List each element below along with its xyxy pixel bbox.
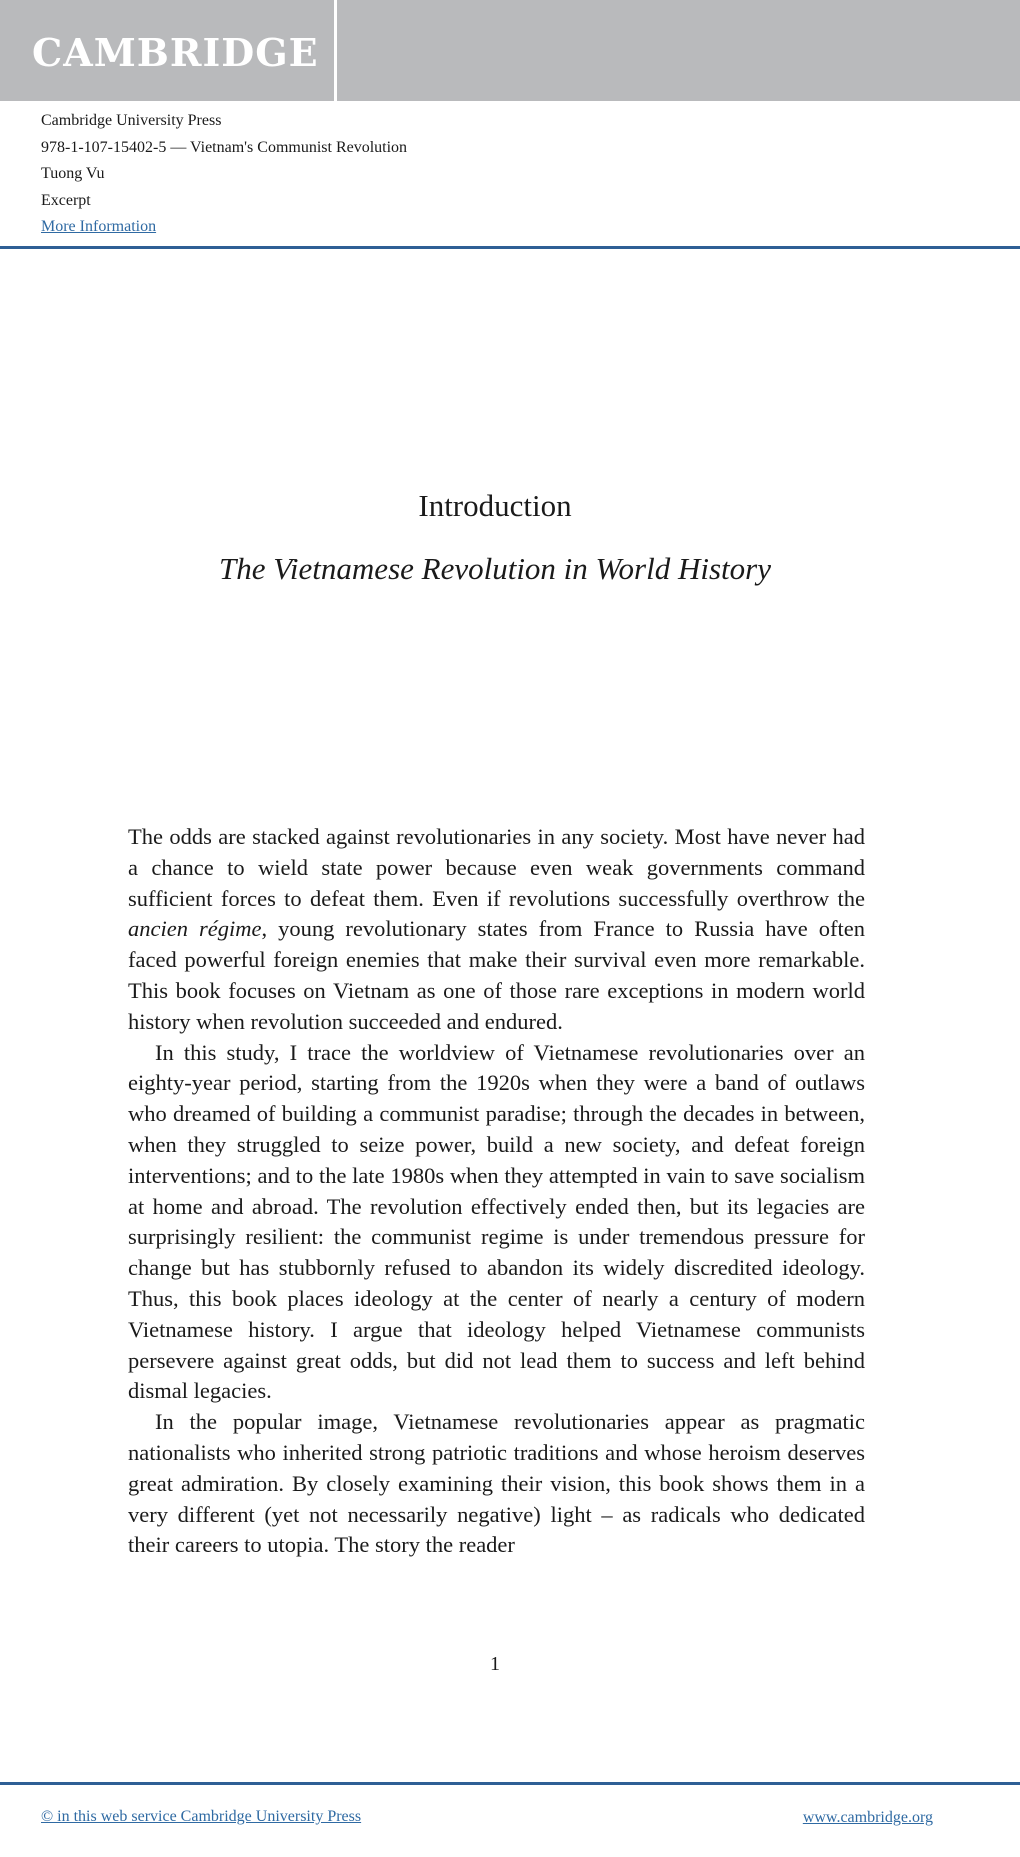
paragraph-3: In the popular image, Vietnamese revolutionaries appear as pragmatic nationalists who inherited strong patriotic traditions and whose heroism deserves great admiration. By closely examining their vision, this book shows them in a very different (yet not necessarily negative) light – as radicals who dedicated their careers to utopia. The story the reader: [128, 1409, 865, 1558]
paragraph-2: In this study, I trace the worldview of Vietnamese revolutionaries over an eighty-year period, starting from the 1920s when they were a band of outlaws who dreamed of building a communist paradise; through the decades in between, when they struggled to seize power, build a new society, and defeat foreign interventions; and to the late 1980s when they attempted in vain to save socialism at home and abroad. The revolution effectively ended then, but its legacies are surprisingly resilient: the communist regime is under tremendous pressure for change but has stubbornly refused to abandon its widely discredited ideology. Thus, this book places ideology at the center of nearly a century of modern Vietnamese history. I argue that ideology helped Vietnamese communists persevere against great odds, but did not lead them to success and left behind dismal legacies.: [128, 1039, 865, 1404]
book-metadata: [41, 108, 407, 241]
paragraph-1-part-1: The odds are stacked against revolutionaries in any society. Most have never had a chance to wield state power because even weak governments command sufficient forces to defeat them. Even if revolutions successfully overthrow the: [128, 824, 865, 911]
paragraph-1-part-2: , young revolutionary states from France to Russia have often faced powerful foreign enemies that make their survival even more remarkable. This book focuses on Vietnam as one of those rare exceptions in modern world history when revolution succeeded and endured.: [128, 916, 865, 1034]
body-text: [128, 822, 865, 1561]
more-information-link[interactable]: More Information: [41, 218, 157, 235]
top-divider: [0, 246, 1020, 249]
isbn-title: 978-1-107-15402-5 — Vietnam's Communist Revolution: [41, 138, 408, 156]
paragraph-1: [128, 822, 865, 1038]
page-number: 1: [490, 1653, 500, 1675]
chapter-subtitle: The Vietnamese Revolution in World History: [219, 551, 771, 586]
section-label: Excerpt: [41, 191, 91, 209]
copyright-link[interactable]: © in this web service Cambridge University Press: [41, 1808, 362, 1825]
cambridge-logo: CAMBRIDGE: [32, 30, 319, 75]
bottom-divider: [0, 1782, 1020, 1785]
publisher-name: Cambridge University Press: [41, 112, 222, 129]
website-link[interactable]: www.cambridge.org: [802, 1809, 933, 1826]
paragraph-1-italic: ancien régime: [128, 916, 262, 942]
chapter-title: Introduction: [418, 488, 572, 523]
header-divider: [334, 0, 337, 101]
author-name: Tuong Vu: [41, 165, 105, 182]
